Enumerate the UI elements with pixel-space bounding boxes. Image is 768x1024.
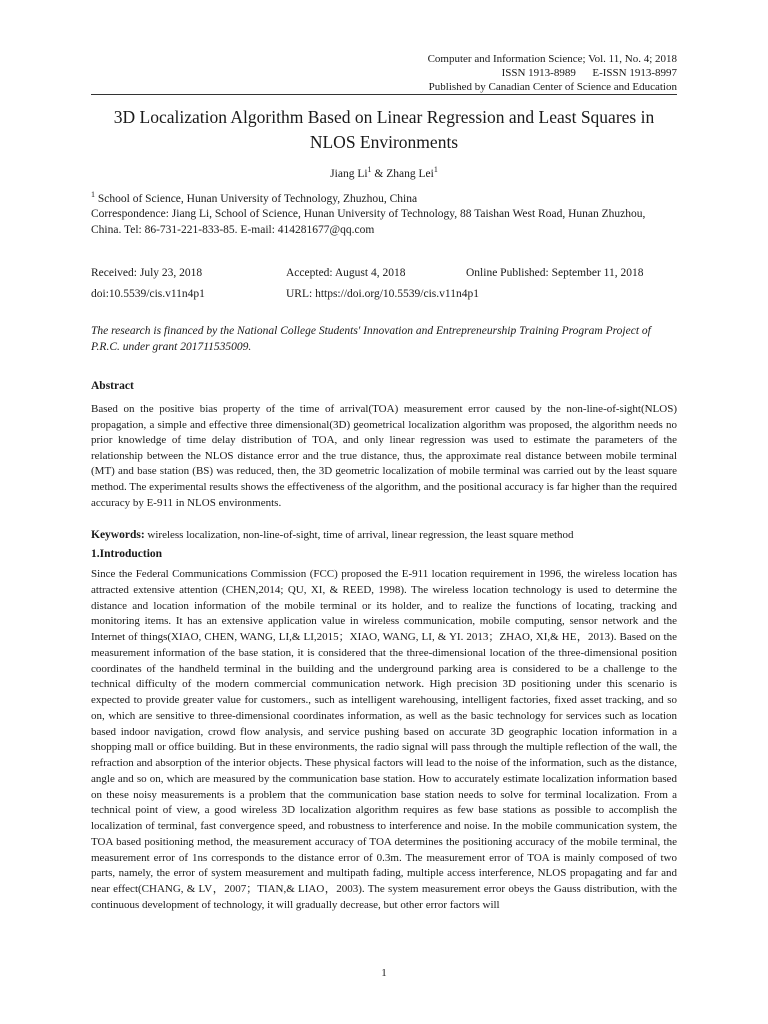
keywords-text: wireless localization, non-line-of-sight, time of arrival, linear regression, the least square method: [144, 529, 574, 541]
journal-issn: ISSN 1913-8989 E-ISSN 1913-8997: [501, 67, 677, 79]
affiliation-mark: 1: [91, 190, 95, 199]
author-name: Zhang Lei: [386, 167, 434, 180]
correspondence: Correspondence: Jiang Li, School of Science, Hunan University of Technology, 88 Taishan West Road, Hunan Zhuzhou, China. Tel: 86-731-221-833-85. E-mail: 414281677@qq.com: [91, 208, 646, 236]
journal-header: [428, 52, 677, 94]
author-line: [0, 165, 768, 180]
abstract-body: Based on the positive bias property of the time of arrival(TOA) measurement error caused by the non-line-of-sight(NLOS) propagation, a simple and effective three dimensional(3D) geometrical localization algorithm was proposed, the algorithm needs no prior knowledge of time delay distribution of TOA, and only linear regression was used to estimate the parameters of the relationship between the NLOS distance error and the true distance, thus, the approximate real distance between mobile terminal (MT) and base station (BS) was reduced, then, the 3D geometric localization of mobile terminal was carried out by the least square method. The experimental results shows the effectiveness of the algorithm, and the positional accuracy is far higher than the required accuracy by E-911 in NLOS environments.: [91, 403, 677, 509]
affiliation: [91, 187, 677, 207]
doi-text: doi:10.5539/cis.v11n4p1: [91, 288, 205, 300]
author-name: Jiang Li: [330, 167, 368, 180]
page-number: 1: [381, 967, 387, 979]
paper-title: 3D Localization Algorithm Based on Linear Regression and Least Squares in NLOS Environments: [113, 107, 655, 152]
doi-url: URL: https://doi.org/10.5539/cis.v11n4p1: [286, 288, 479, 300]
received-date: Received: July 23, 2018: [91, 267, 203, 279]
keywords: [91, 527, 677, 543]
author-affiliation-mark: 1: [433, 165, 438, 174]
journal-publisher: Published by Canadian Center of Science and Education: [428, 81, 677, 93]
header-divider: [91, 94, 677, 95]
accepted-date: Accepted: August 4, 2018: [286, 267, 406, 279]
introduction-body: Since the Federal Communications Commission (FCC) proposed the E-911 location requirement in 1996, the wireless location has attracted extensive attention (CHEN,2014; QU, XI, & REED, 1998). The wireless location technology is used to determine the distance and location information of the mobile terminal or its holder, and to realize the functions of locating, tracking and monitoring items. It has an extensive application value in wireless communication, mobile computing, sensor network and the Internet of things(XIAO, CHEN, WANG, LI,& LI,2015；XIAO, WANG, LI, & YI. 2013；ZHAO, XI,& HE，2013). Based on the measurement information of the base station, it is considered that the three-dimensional location of the three-dimensional position coordinates of the handheld terminal in the building and the underground parking area is considered to be a challenge to the technical difficulty of the modern commercial communication network. High precision 3D positioning under this scenario is expected to provide greater value for customers., such as intelligent warehousing, intelligent factories, fixed asset tracking, and so on, which are sensitive to three-dimensional coordinates information, as well as the basic technology for services such as location based indoor navigation, crowd flow analysis, and service pushing based on accurate 3D geographic location information in a shopping mall or office building. But in these environments, the radio signal will pass through the multiple reflection of the wall, the refraction and absorption of the interior objects. These physical factors will lead to the noise of the information, such as the distance, angle and so on, which are measured by the communication base station. How to accurately estimate localization information based on these noisy measurements is a problem that the communication base station needs to solve for terminal localization. From a technical point of view, a good wireless 3D localization algorithm requires as few base stations as possible to accomplish the localization of terminal, fast convergence speed, and robustness to interference and noise. In the mobile communication system, the TOA based positioning method, the measurement accuracy of TOA determines the positioning accuracy of the mobile terminal, the measurement error of 1ns corresponds to the distance error of 0.3m. The measurement error of TOA is mainly composed of two parts, namely, the error of system measurement and multipath fading, multiple access interference, NLOS propagating and far and near effect(CHANG, & LV，2007；TIAN,& LIAO，2003). The system measurement error obeys the Gauss distribution, with the continuous development of technology, it will gradually decrease, but other error factors will: [91, 568, 677, 911]
author-separator: &: [371, 167, 387, 180]
keywords-label: Keywords:: [91, 529, 145, 541]
author-affiliation-mark: 1: [367, 165, 372, 174]
introduction-heading: 1.Introduction: [91, 548, 163, 560]
doi-line: [91, 286, 677, 302]
abstract-heading: Abstract: [91, 380, 134, 392]
journal-citation: Computer and Information Science; Vol. 11, No. 4; 2018: [427, 53, 677, 65]
affiliation-text: School of Science, Hunan University of Technology, Zhuzhou, China: [95, 192, 418, 205]
published-date: Online Published: September 11, 2018: [466, 267, 644, 279]
publication-dates: [91, 265, 677, 281]
funding-note: The research is financed by the National College Students' Innovation and Entrepreneurship Training Program Project of P.R.C. under grant 201711535009.: [91, 325, 651, 353]
